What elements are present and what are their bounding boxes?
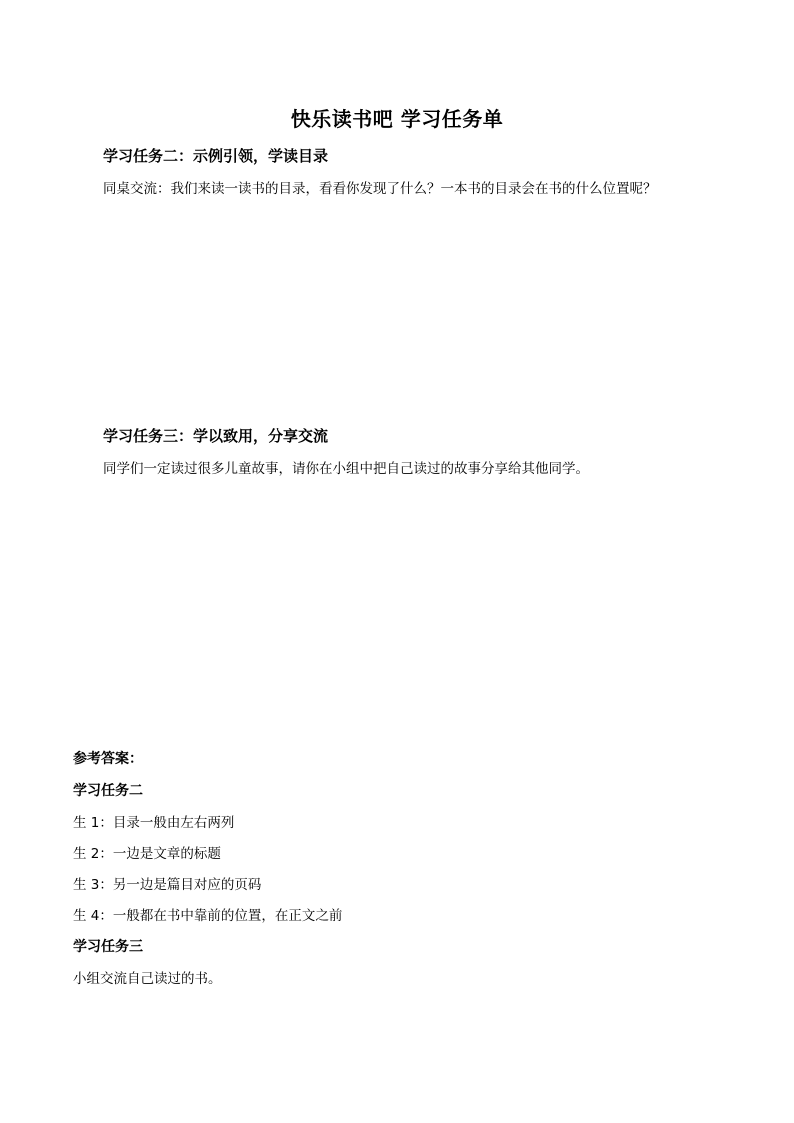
- task2-prompt: 同桌交流：我们来读一读书的目录，看看你发现了什么？一本书的目录会在书的什么位置呢？: [103, 181, 657, 197]
- answers-task3-heading: 学习任务三: [73, 939, 143, 955]
- answers-task2-heading: 学习任务二: [73, 783, 143, 799]
- answers-heading: 参考答案：: [73, 751, 143, 767]
- answer-line: 生 3：另一边是篇目对应的页码: [73, 877, 262, 893]
- answer-line: 小组交流自己读过的书。: [73, 971, 222, 987]
- page-title: 快乐读书吧 学习任务单: [290, 107, 504, 131]
- task2-heading: 学习任务二：示例引领，学读目录: [103, 147, 329, 165]
- task3-prompt: 同学们一定读过很多儿童故事，请你在小组中把自己读过的故事分享给其他同学。: [103, 461, 589, 477]
- answer-line: 生 4：一般都在书中靠前的位置，在正文之前: [73, 908, 343, 924]
- answer-line: 生 1：目录一般由左右两列: [73, 815, 235, 831]
- task3-heading: 学习任务三：学以致用，分享交流: [103, 427, 329, 445]
- answer-line: 生 2：一边是文章的标题: [73, 846, 221, 862]
